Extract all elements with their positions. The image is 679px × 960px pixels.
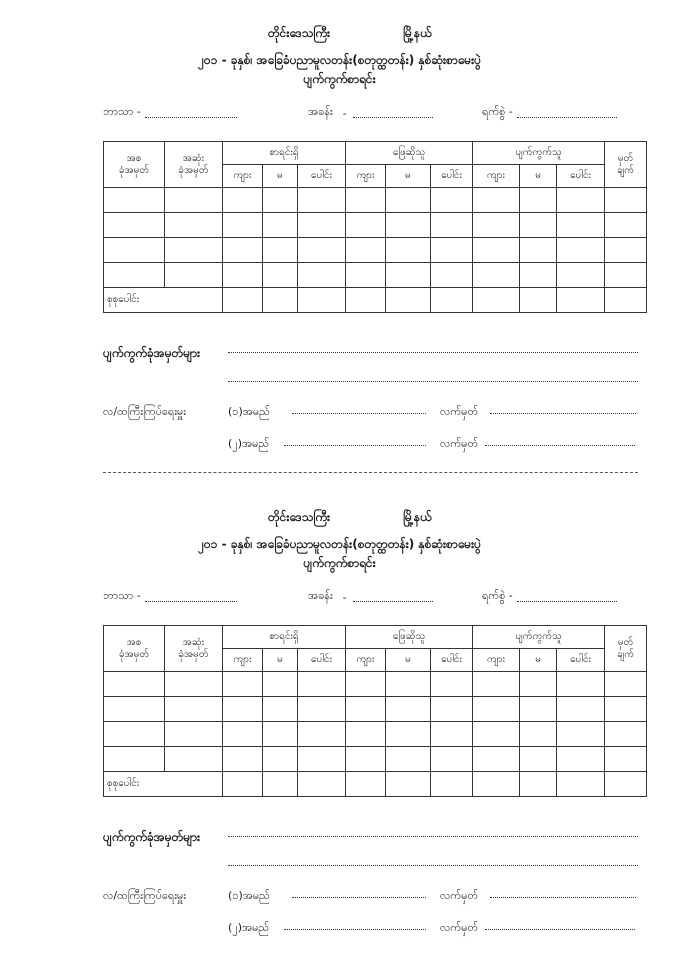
name-2-line[interactable] xyxy=(284,445,426,446)
subject-label: ဘာသာ - xyxy=(103,589,141,602)
township-label: မြို့နယ် xyxy=(403,510,432,524)
sub-male: ကျား xyxy=(223,165,263,188)
table-row xyxy=(104,697,647,722)
group-absent: ပျက်ကွက်သူ xyxy=(473,142,605,165)
supervisor-role: လ/ထကြီးကြပ်ရေးမှူး xyxy=(103,405,187,418)
col-last-seat: အဆုံး ခုံအမှတ် xyxy=(165,142,223,188)
group-answered: ဖြေဆိုသူ xyxy=(346,626,473,649)
signature-2-label: လက်မှတ် xyxy=(440,921,479,934)
cut-line xyxy=(103,472,638,473)
sub-male: ကျား xyxy=(473,649,520,672)
total-label: စုစုပေါင်း xyxy=(104,772,223,797)
sub-female: မ xyxy=(520,649,557,672)
signature-2-line[interactable] xyxy=(485,445,635,446)
absent-seats-label: ပျက်ကွက်ခုံအမှတ်များ xyxy=(103,830,201,844)
absent-seats-label: ပျက်ကွက်ခုံအမှတ်များ xyxy=(103,346,201,360)
room-dash: - xyxy=(342,106,347,120)
signature-1-line[interactable] xyxy=(490,413,636,414)
signature-2-line[interactable] xyxy=(485,929,635,930)
township-label: မြို့နယ် xyxy=(403,26,432,40)
sub-total: ပေါင်း xyxy=(298,649,346,672)
sub-female: မ xyxy=(263,649,298,672)
sub-female: မ xyxy=(263,165,298,188)
signature-1-label: လက်မှတ် xyxy=(440,405,479,418)
name-1-line[interactable] xyxy=(292,413,426,414)
name-1-label: (၁)အမည် xyxy=(228,405,270,418)
absent-seats-line-1[interactable] xyxy=(228,352,638,353)
name-2-line[interactable] xyxy=(284,929,426,930)
date-field xyxy=(482,589,617,605)
exam-title: ၂၀၁ - ခုနှစ်၊ အခြေခံပညာမူလတန်း(စတုတ္ထတန်း) နှစ်ဆုံးစာမေးပွဲ xyxy=(198,53,481,67)
table-row xyxy=(104,672,647,697)
date-label: ရက်စွဲ - xyxy=(482,589,513,602)
name-2-label: (၂)အမည် xyxy=(228,921,270,934)
table-row xyxy=(104,213,647,238)
group-absent: ပျက်ကွက်သူ xyxy=(473,626,605,649)
room-label: အခန်း xyxy=(308,589,333,602)
exam-title: ၂၀၁ - ခုနှစ်၊ အခြေခံပညာမူလတန်း(စတုတ္ထတန်း) နှစ်ဆုံးစာမေးပွဲ xyxy=(198,537,481,551)
room-field xyxy=(308,589,433,605)
sub-male: ကျား xyxy=(473,165,520,188)
group-registered: စာရင်းရှိ xyxy=(223,626,346,649)
sub-male: ကျား xyxy=(223,649,263,672)
region-label: တိုင်းဒေသကြီး xyxy=(268,510,331,524)
room-dash: - xyxy=(342,590,347,604)
absence-form-top xyxy=(0,0,679,470)
sub-female: မ xyxy=(520,165,557,188)
sub-total: ပေါင်း xyxy=(431,165,473,188)
sub-male: ကျား xyxy=(346,649,386,672)
supervisor-role: လ/ထကြီးကြပ်ရေးမှူး xyxy=(103,889,187,902)
subject-field xyxy=(103,105,237,121)
sub-total: ပေါင်း xyxy=(431,649,473,672)
table-row xyxy=(104,722,647,747)
absent-seats-line-2[interactable] xyxy=(228,865,638,866)
absence-form-bottom xyxy=(0,484,679,954)
table-row xyxy=(104,188,647,213)
subject-blank[interactable] xyxy=(145,593,237,602)
sheet-title: ပျက်ကွက်စာရင်း xyxy=(303,556,376,570)
col-last-seat: အဆုံး ခုံအမှတ် xyxy=(165,626,223,672)
subject-field xyxy=(103,589,237,605)
table-row xyxy=(104,263,647,288)
col-first-seat: အစ ခုံအမှတ် xyxy=(104,142,165,188)
total-row xyxy=(104,772,647,797)
sheet-title: ပျက်ကွက်စာရင်း xyxy=(303,72,376,86)
room-field xyxy=(308,105,433,121)
absent-seats-line-1[interactable] xyxy=(228,836,638,837)
group-answered: ဖြေဆိုသူ xyxy=(346,142,473,165)
sub-female: မ xyxy=(386,649,431,672)
date-blank[interactable] xyxy=(517,109,617,118)
room-blank[interactable] xyxy=(353,109,433,118)
sub-total: ပေါင်း xyxy=(557,165,605,188)
sub-total: ပေါင်း xyxy=(557,649,605,672)
date-blank[interactable] xyxy=(517,593,617,602)
col-remarks: မှတ် ချက် xyxy=(605,626,647,672)
table-row xyxy=(104,747,647,772)
signature-2-label: လက်မှတ် xyxy=(440,437,479,450)
group-registered: စာရင်းရှိ xyxy=(223,142,346,165)
room-blank[interactable] xyxy=(353,593,433,602)
absence-table xyxy=(103,625,647,797)
sub-male: ကျား xyxy=(346,165,386,188)
date-field xyxy=(482,105,617,121)
sub-female: မ xyxy=(386,165,431,188)
room-label: အခန်း xyxy=(308,105,333,118)
table-row xyxy=(104,238,647,263)
sub-total: ပေါင်း xyxy=(298,165,346,188)
total-label: စုစုပေါင်း xyxy=(104,288,223,313)
subject-label: ဘာသာ - xyxy=(103,105,141,118)
col-remarks: မှတ် ချက် xyxy=(605,142,647,188)
absent-seats-line-2[interactable] xyxy=(228,381,638,382)
date-label: ရက်စွဲ - xyxy=(482,105,513,118)
total-row xyxy=(104,288,647,313)
name-1-line[interactable] xyxy=(292,897,426,898)
region-label: တိုင်းဒေသကြီး xyxy=(268,26,331,40)
signature-1-label: လက်မှတ် xyxy=(440,889,479,902)
col-first-seat: အစ ခုံအမှတ် xyxy=(104,626,165,672)
subject-blank[interactable] xyxy=(145,109,237,118)
name-2-label: (၂)အမည် xyxy=(228,437,270,450)
name-1-label: (၁)အမည် xyxy=(228,889,270,902)
signature-1-line[interactable] xyxy=(490,897,636,898)
absence-table xyxy=(103,141,647,313)
